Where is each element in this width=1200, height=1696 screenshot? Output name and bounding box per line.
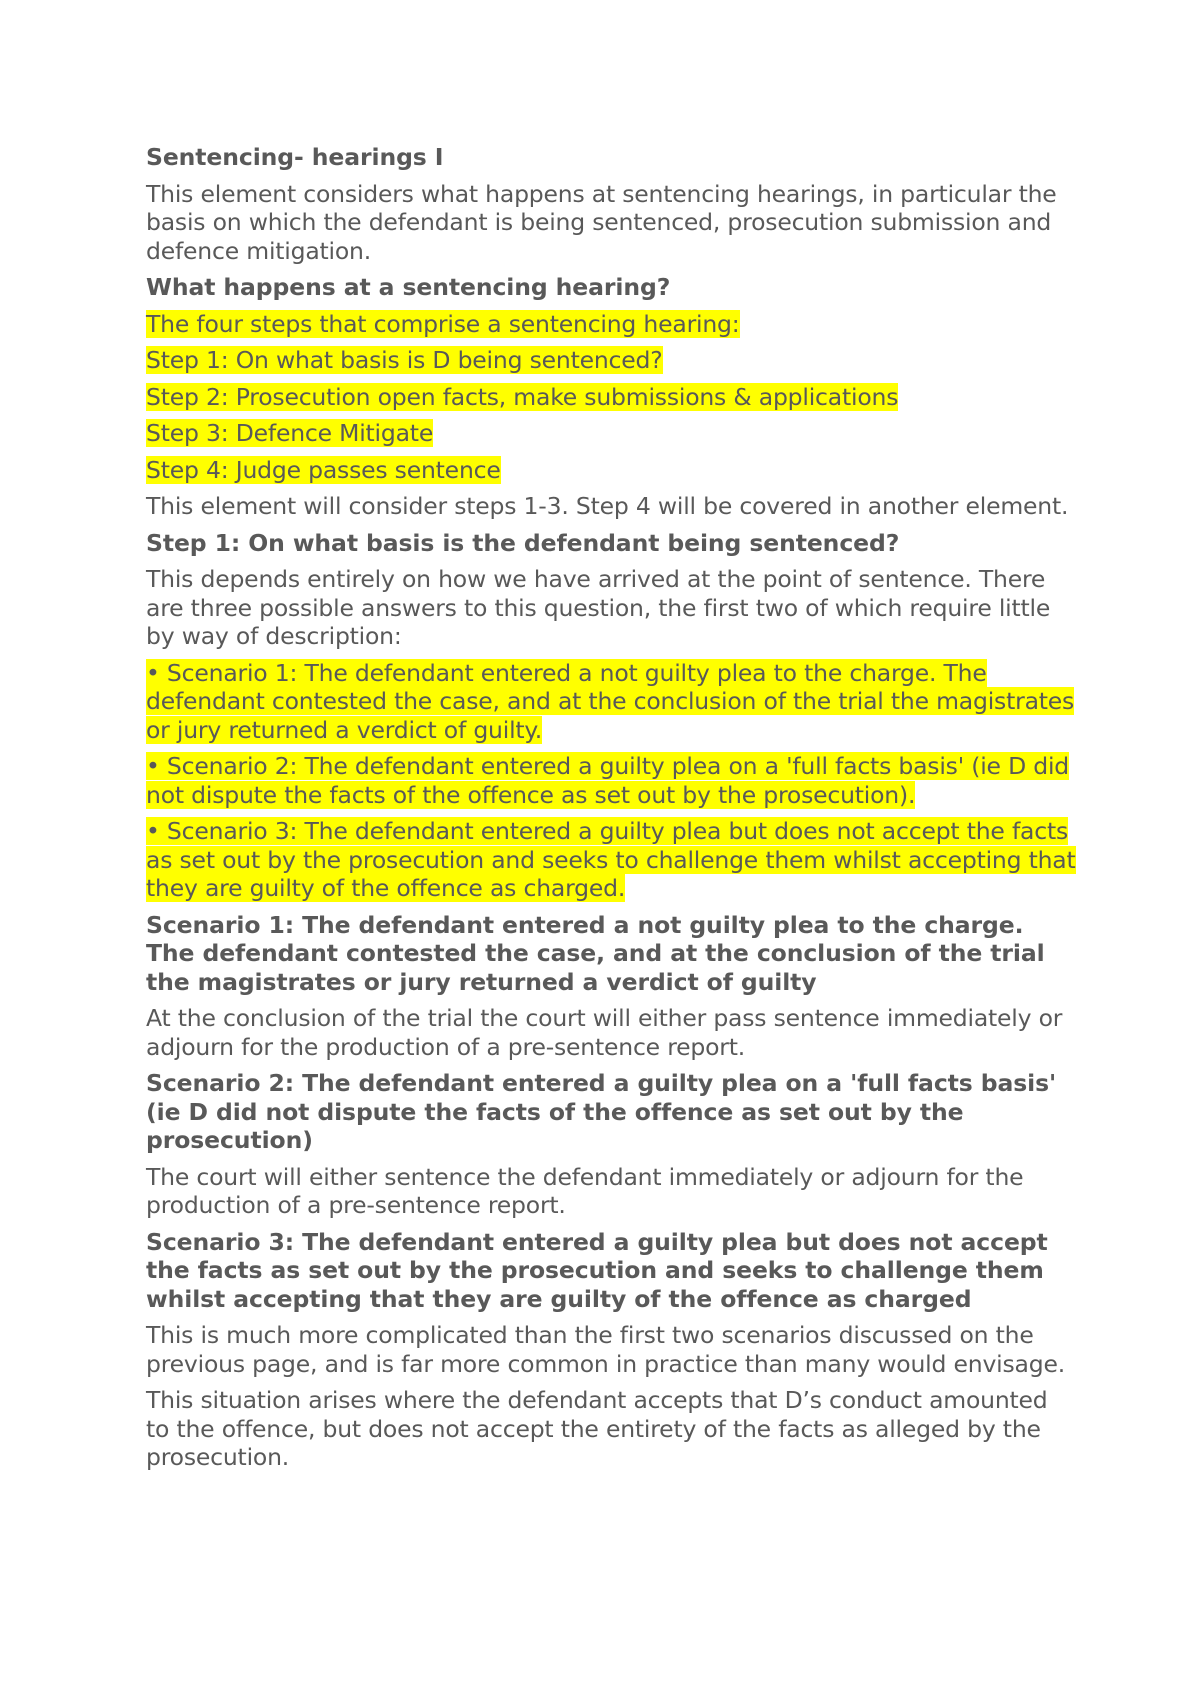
step-3-highlighted: Step 3: Defence Mitigate	[146, 419, 434, 447]
step-4-highlighted: Step 4: Judge passes sentence	[146, 455, 501, 484]
scenario-3-bullet-highlighted: • Scenario 3: The defendant entered a guilty plea but does not accept the facts as set out by the prosecution and seeks to challenge them whilst accepting that they are guilty of the offence as charged.	[146, 817, 1076, 902]
document-body	[146, 143, 1076, 1480]
heading-sentencing-hearing: What happens at a sentencing hearing?	[146, 273, 671, 301]
document-title: Sentencing- hearings I	[146, 143, 444, 171]
step-2-highlighted: Step 2: Prosecution open facts, make submissions & applications	[146, 382, 899, 411]
scenario-2-bullet-highlighted: • Scenario 2: The defendant entered a guilty plea on a 'full facts basis' (ie D did not dispute the facts of the offence as set out by the prosecution).	[146, 752, 1069, 809]
intro-paragraph: This element considers what happens at sentencing hearings, in particular the basis on which the defendant is being sentenced, prosecution submission and defence mitigation.	[146, 179, 1057, 265]
steps-intro-highlighted: The four steps that comprise a sentencing hearing:	[146, 309, 740, 338]
heading-scenario-2: Scenario 2: The defendant entered a guilty plea on a 'full facts basis' (ie D did not dispute the facts of the offence as set out by the prosecution)	[146, 1069, 1057, 1154]
scenario-3-paragraph-2: This situation arises where the defendant accepts that D’s conduct amounted to the offence, but does not accept the entirety of the facts as alleged by the prosecution.	[146, 1386, 1048, 1471]
step-1-paragraph: This depends entirely on how we have arrived at the point of sentence. There are three possible answers to this question, the first two of which require little by way of description:	[146, 565, 1051, 650]
heading-step-1: Step 1: On what basis is the defendant being sentenced?	[146, 528, 900, 557]
step-1-highlighted: Step 1: On what basis is D being sentenced?	[146, 346, 663, 374]
scenario-2-paragraph: The court will either sentence the defendant immediately or adjourn for the production of a pre-sentence report.	[146, 1162, 1024, 1219]
heading-scenario-3: Scenario 3: The defendant entered a guilty plea but does not accept the facts as set out by the prosecution and seeks to challenge them whilst accepting that they are guilty of the offence as charged	[146, 1227, 1048, 1313]
scenario-1-paragraph: At the conclusion of the trial the court will either pass sentence immediately or adjourn for the production of a pre-sentence report.	[146, 1004, 1063, 1061]
scenario-3-paragraph-1: This is much more complicated than the first two scenarios discussed on the previous page, and is far more common in practice than many would envisage.	[146, 1321, 1065, 1378]
scenario-1-bullet-highlighted: • Scenario 1: The defendant entered a not guilty plea to the charge. The defendant contested the case, and at the conclusion of the trial the magistrates or jury returned a verdict of guilty.	[146, 658, 1075, 744]
heading-scenario-1: Scenario 1: The defendant entered a not guilty plea to the charge. The defendant contested the case, and at the conclusion of the trial the magistrates or jury returned a verdict of guilty	[146, 910, 1045, 996]
steps-note-paragraph: This element will consider steps 1-3. Step 4 will be covered in another element.	[146, 492, 1069, 520]
